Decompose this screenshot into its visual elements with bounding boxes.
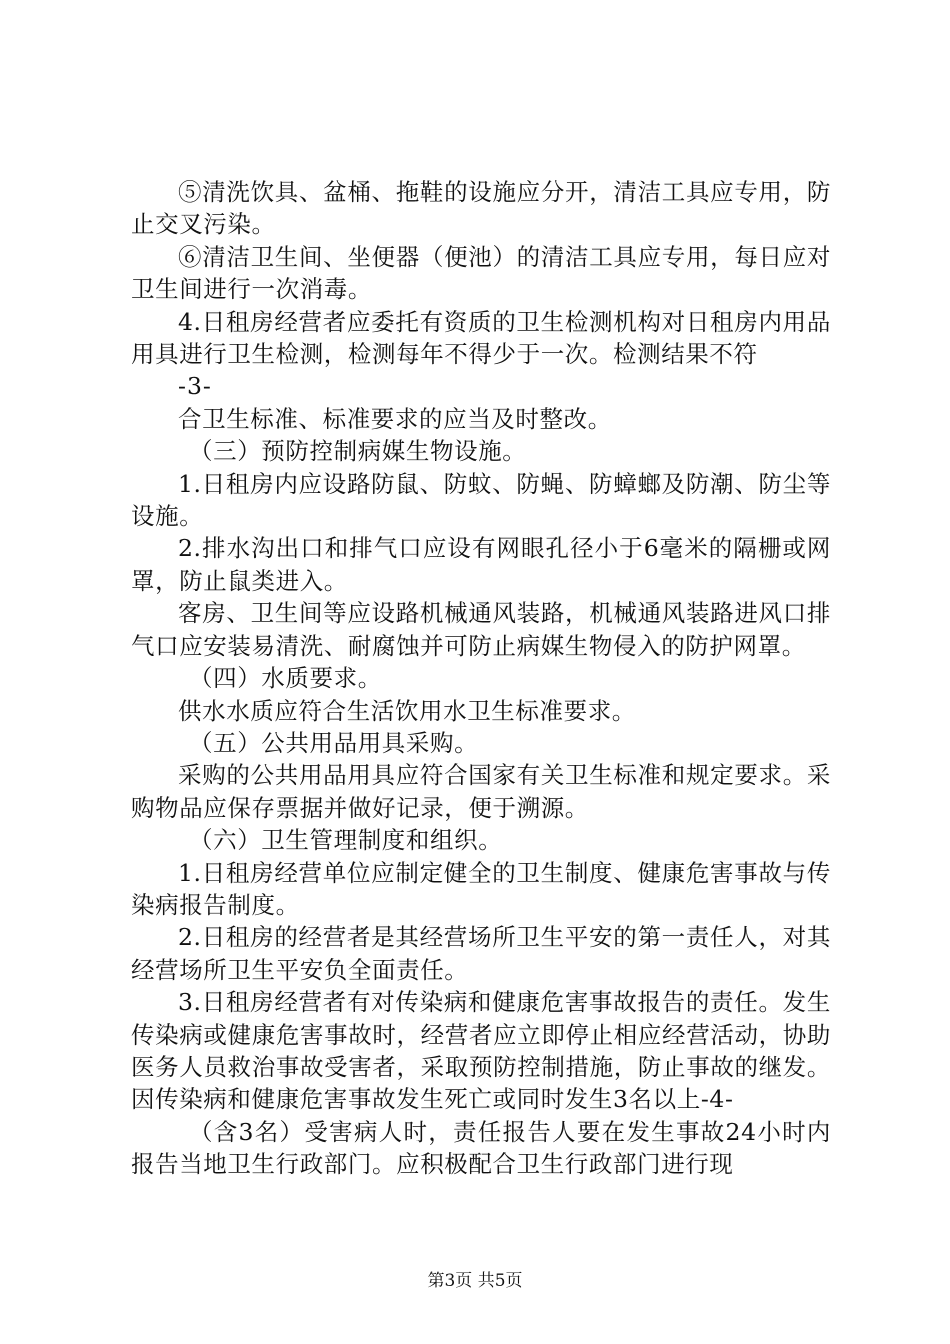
- paragraph-cleaning-toilet: ⑥清洁卫生间、坐便器（便池）的清洁工具应专用，每日应对卫生间进行一次消毒。: [131, 242, 831, 304]
- section-heading-procurement: （五）公共用品用具采购。: [189, 728, 479, 757]
- paragraph-drain-grille: 2.排水沟出口和排气口应设有网眼孔径小于6毫米的隔栅或网罩，防止鼠类进入。: [131, 534, 831, 595]
- paragraph-report-deadline: （含3名）受害病人时，责任报告人要在发生事故24小时内 报告当地卫生行政部门。应积极配合卫生行政部门进行现: [131, 1117, 864, 1179]
- page-marker-3: -3-: [178, 372, 212, 401]
- paragraph-management-system: 1.日租房经营单位应制定健全的卫生制度、健康危害事故与传染病报告制度。: [131, 858, 831, 919]
- section-heading-water-quality: （四）水质要求。: [189, 664, 382, 693]
- paragraph-cleaning-utensils: ⑤清洗饮具、盆桶、拖鞋的设施应分开，清洁工具应专用，防止交叉污染。: [131, 178, 831, 239]
- page-footer: 第3页 共5页: [427, 1271, 523, 1291]
- paragraph-responsible-person: 2.日租房的经营者是其经营场所卫生平安的第一责任人，对其经营场所卫生平安负全面责任。: [131, 923, 831, 984]
- paragraph-incident-reporting: 3.日租房经营者有对传染病和健康危害事故报告的责任。发生传染病或健康危害事故时，经营者应立即停止相应经营活动，协助医务人员救治事故受害者，采取预防控制措施，防止事故的继发。因传染病和健康危害事故发生死亡或同时发生3名以上-4-: [131, 988, 831, 1114]
- paragraph-ventilation: 客房、卫生间等应设路机械通风装路，机械通风装路进风口排气口应安装易清洗、耐腐蚀并可防止病媒生物侵入的防护网罩。: [131, 599, 831, 660]
- document-body: [131, 176, 864, 1181]
- paragraph-procurement: 采购的公共用品用具应符合国家有关卫生标准和规定要求。采购物品应保存票据并做好记录，便于溯源。: [131, 761, 831, 822]
- paragraph-rectification: 合卫生标准、标准要求的应当及时整改。: [178, 404, 612, 433]
- section-heading-management: （六）卫生管理制度和组织。: [189, 826, 503, 855]
- paragraph-hygiene-testing: 4.日租房经营者应委托有资质的卫生检测机构对日租房内用品用具进行卫生检测，检测每年不得少于一次。检测结果不符: [131, 307, 831, 369]
- section-heading-vector-control: （三）预防控制病媒生物设施。: [189, 437, 527, 466]
- paragraph-pest-facilities: 1.日租房内应设路防鼠、防蚊、防蝇、防蟑螂及防潮、防尘等设施。: [131, 469, 831, 531]
- paragraph-water-standard: 供水水质应符合生活饮用水卫生标准要求。: [178, 696, 636, 725]
